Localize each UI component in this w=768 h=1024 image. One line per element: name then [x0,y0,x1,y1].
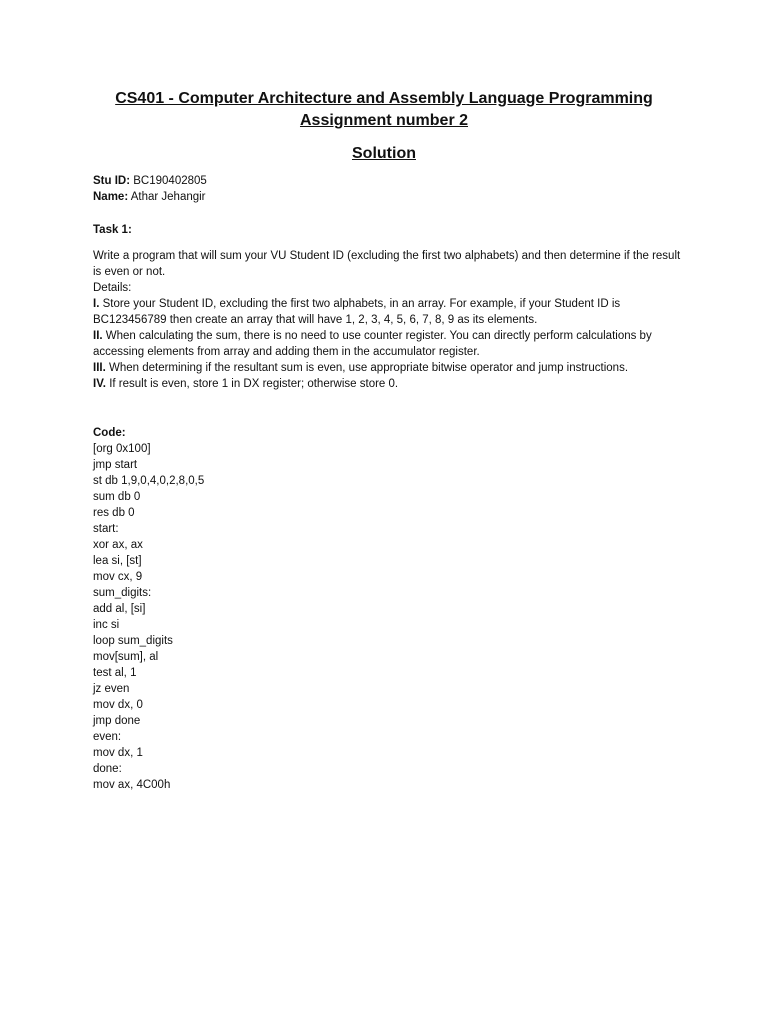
detail-marker: III. [93,362,106,374]
code-line: xor ax, ax [93,539,143,551]
student-id-row [93,173,207,189]
student-id-label: Stu ID: [93,175,131,187]
code-line: mov cx, 9 [93,571,143,583]
task-heading: Task 1: [93,224,132,236]
code-line: jmp start [93,459,138,471]
student-id-value: BC190402805 [133,175,207,187]
code-section [93,425,204,793]
detail-text: If result is even, store 1 in DX register; otherwise store 0. [106,378,399,390]
student-name-label: Name: [93,191,129,203]
detail-item [93,376,683,392]
code-line: mov dx, 0 [93,699,143,711]
detail-marker: II. [93,330,103,342]
details-label: Details: [93,282,132,294]
code-line: inc si [93,619,120,631]
code-block [93,441,204,793]
code-line: mov dx, 1 [93,747,143,759]
detail-item [93,296,683,328]
code-line: lea si, [st] [93,555,142,567]
detail-text: When determining if the resultant sum is even, use appropriate bitwise operator and jump instructions. [105,362,629,374]
detail-item [93,360,683,376]
code-line: jmp done [93,715,141,727]
task-description [93,248,683,392]
code-line: mov[sum], al [93,651,159,663]
detail-marker: IV. [93,378,107,390]
code-line: mov ax, 4C00h [93,779,171,791]
code-line: add al, [si] [93,603,146,615]
solution-heading: Solution [352,145,416,162]
code-line: st db 1,9,0,4,0,2,8,0,5 [93,475,205,487]
code-line: start: [93,523,119,535]
task-intro: Write a program that will sum your VU Student ID (excluding the first two alphabets) and then determine if the result is even or not. [93,250,681,278]
code-line: jz even [93,683,130,695]
detail-text: Store your Student ID, excluding the first two alphabets, in an array. For example, if your Student ID is BC123456789 then create an array that will have 1, 2, 3, 4, 5, 6, 7, 8, 9 as its elements. [93,298,621,326]
code-line: sum_digits: [93,587,152,599]
code-line: [org 0x100] [93,443,151,455]
course-title: CS401 - Computer Architecture and Assembly Language Programming [115,90,653,107]
student-name-value: Athar Jehangir [130,191,206,203]
code-line: sum db 0 [93,491,141,503]
detail-text: When calculating the sum, there is no need to use counter register. You can directly perform calculations by accessing elements from array and adding them in the accumulator register. [93,330,652,358]
code-line: res db 0 [93,507,135,519]
code-line: done: [93,763,122,775]
code-line: loop sum_digits [93,635,173,647]
detail-marker: I. [93,298,100,310]
assignment-title: Assignment number 2 [299,112,469,129]
code-heading: Code: [93,427,126,439]
detail-item [93,328,683,360]
student-name-row [93,189,206,205]
code-line: even: [93,731,122,743]
code-line: test al, 1 [93,667,137,679]
